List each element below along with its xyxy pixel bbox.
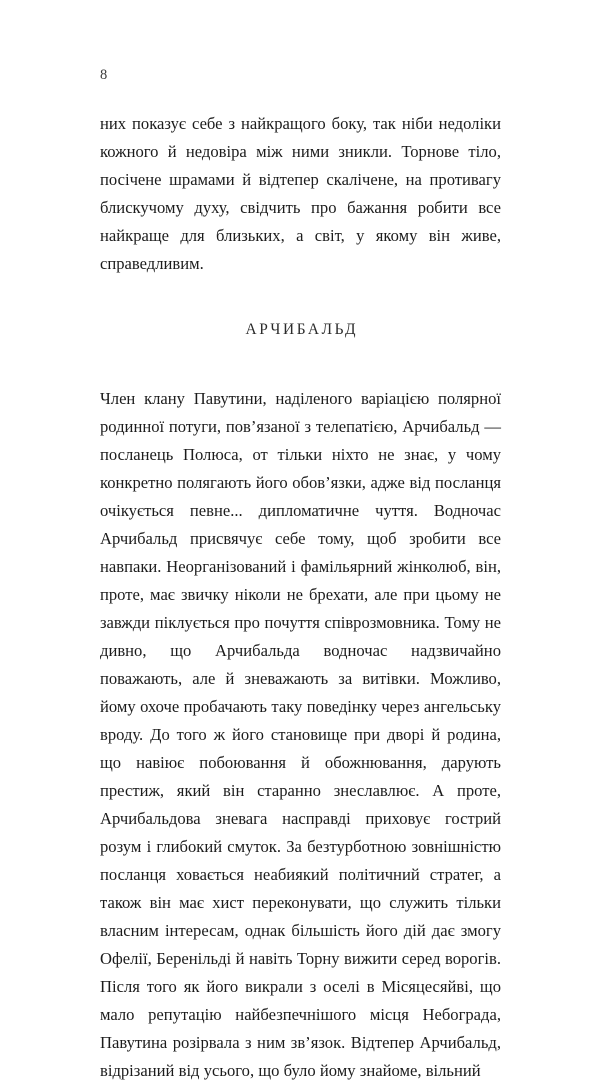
- continued-paragraph: них показує себе з найкращого боку, так ніби недоліки кожного й недовіра між ними зникли. Торнове тіло, посічене шрамами й відтепер скалічене, на противагу блискучому духу, свідчить про бажання робити все найкраще для близьких, а світ, у якому він живе, справедливим.: [100, 114, 501, 273]
- section-heading: АРЧИБАЛЬД: [245, 321, 359, 338]
- page-number: 8: [100, 67, 108, 83]
- page-text-block: [100, 110, 501, 1085]
- section-paragraph: Член клану Павутини, наділеного варіацією полярної родинної потуги, пов’язаної з телепатією, Арчибальд — посланець Полюса, от тільки ніхто не знає, у чому конкретно полягають його обов’язки, адже від посланця очікується певне... дипломатичне чуття. Водночас Арчибальд присвячує себе тому, щоб зробити все навпаки. Неорганізований і фамільярний жінколюб, він, проте, має звичку ніколи не брехати, але при цьому не завжди піклується про почуття співрозмовника. Тому не дивно, що Арчибальда водночас надзвичайно поважають, але й зневажають за витівки. Можливо, йому охоче пробачають таку поведінку через ангельську вроду. До того ж його становище при дворі й родина, що навіює побоювання й обожнювання, дарують престиж, який він старанно знеславлює. А проте, Арчибальдова зневага насправді приховує гострий розум і глибокий смуток. За безтурботною зовнішністю посланця ховається неабиякий політичний стратег, а також він має хист переконувати, що служить тільки власним інтересам, однак більшість його дій дає змогу Офелії, Беренільді й навіть Торну вижити серед ворогів. Після того як його викрали з оселі в Місяцесяйві, що мало репутацію найбезпечнішого місця Небограда, Павутина розірвала з ним зв’язок. Відтепер Арчибальд, відрізаний від усього, що було йому знайоме, вільний: [100, 389, 501, 1080]
